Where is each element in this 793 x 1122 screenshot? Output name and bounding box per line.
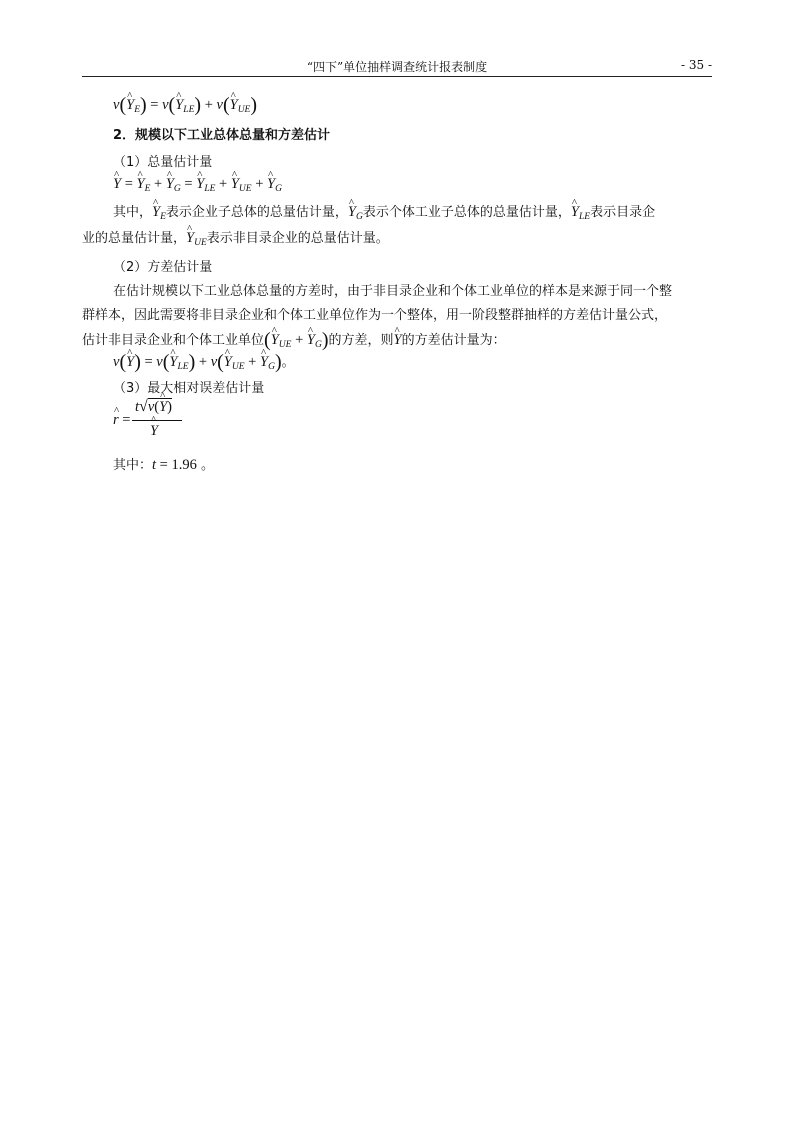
header-title: “四下”单位抽样调查统计报表制度	[306, 60, 488, 74]
fraction-bar	[132, 420, 182, 421]
item2-paragraph-line1: 在估计规模以下工业总体总量的方差时，由于非目录企业和个体工业单位的样本是来源于同一个整	[113, 284, 673, 299]
item1-explanation-line1: 其中，^ $Y_E$表示企业子总体的总量估计量，^ $Y_G$表示个体工业子总体的总量估计量，^ $Y_{LE}$表示目录企	[113, 202, 655, 227]
item2-title: （2）方差估计量	[113, 260, 213, 275]
formula-variance-enterprise: v(^ $Y_E$) = v(^ $Y_{LE}$) + v(^ $Y_{UE}$)	[113, 95, 257, 120]
item3-title: （3）最大相对误差估计量	[113, 381, 265, 396]
fraction-numerator: t√v(^ Y)	[135, 398, 172, 416]
formula-relative-error-lhs: ^ r =	[113, 410, 130, 430]
formula-variance-total: v(^ Y) = v(^ $Y_{LE}$) + v(^ $Y_{UE}$ + ^ $Y_G$)。	[113, 352, 295, 377]
page-number: - 35 -	[680, 58, 712, 72]
page-header	[82, 56, 712, 77]
t-value-line: 其中：t = 1.96 。	[113, 457, 215, 473]
fraction-denominator: ^ Y	[150, 423, 158, 440]
formula-relative-error-fraction	[113, 395, 183, 447]
section-heading: 2．规模以下工业总体总量和方差估计	[113, 128, 331, 143]
item2-paragraph-line2: 群样本，因此需要将非目录企业和个体工业单位作为一个整体，用一阶段整群抽样的方差估计量公式，	[82, 308, 668, 323]
item1-title: （1）总量估计量	[113, 155, 213, 170]
formula-total-estimator: ^ Y = ^ $Y_E$ + ^ $Y_G$ = ^ $Y_{LE}$ + ^ $Y_{UE}$ + ^ $Y_G$	[113, 174, 282, 199]
item2-paragraph-line3: 估计非目录企业和个体工业单位(^ $Y_{UE}$ + ^ $Y_G$)的方差，则^ Y的方差估计量为：	[82, 330, 506, 355]
item1-explanation-line2: 业的总量估计量，^ $Y_{UE}$表示非目录企业的总量估计量。	[82, 228, 389, 253]
